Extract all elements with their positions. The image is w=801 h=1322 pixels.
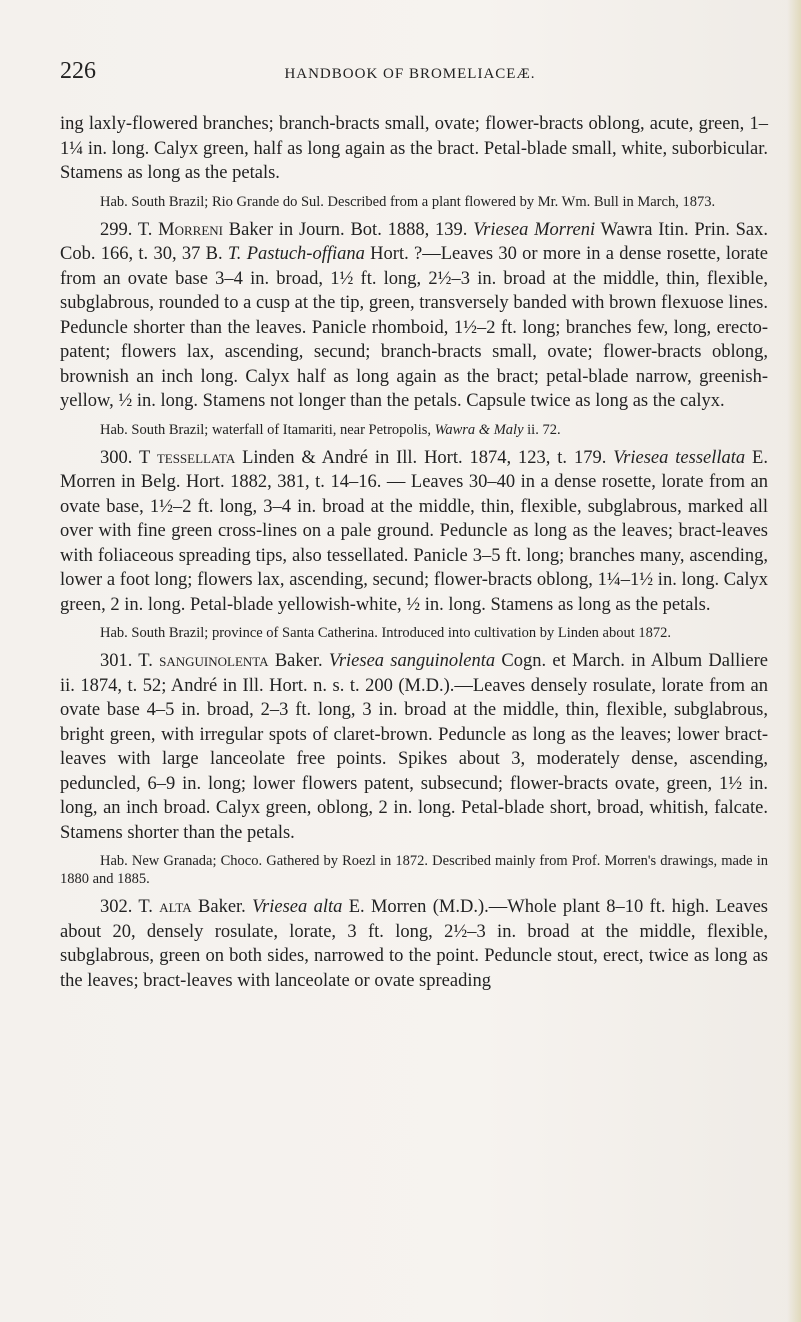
habitat-note-301: Hab. New Granada; Choco. Gathered by Roezl in 1872. Described mainly from Prof. Morren's drawings, made in 1880 and 1885. (60, 853, 768, 887)
entry-299-synonym-2: T. Pastuch-offiana (227, 244, 365, 264)
habitat-note-300: Hab. South Brazil; province of Santa Catherina. Introduced into cultivation by Linden about 1872. (100, 625, 672, 641)
habitat-note-299 (60, 421, 768, 439)
habitat-299-collectors: Wawra & Maly (434, 421, 524, 438)
habitat-299-ref: ii. 72. (523, 421, 561, 438)
entry-302-number: 302. T. (100, 897, 160, 917)
entry-302-authority: Baker. (191, 897, 253, 917)
page-number: 226 (60, 58, 96, 84)
page-content (60, 112, 768, 993)
entry-299-citation: Wawra Itin. Prin. Sax. Cob. 166, t. 30, 37 B. (60, 219, 768, 264)
entry-301-species: sanguinolenta (159, 651, 269, 671)
habitat-note-298: Hab. South Brazil; Rio Grande do Sul. Described from a plant flowered by Mr. Wm. Bull in March, 1873. (100, 193, 716, 210)
entry-299 (60, 218, 768, 414)
continued-paragraph: ing laxly-flowered branches; branch-bracts small, ovate; flower-bracts oblong, acute, green, 1–1¼ in. long. Calyx green, half as long again as the bract. Petal-blade small, white, suborbicular. Stamens as long as the petals. (60, 114, 768, 183)
entry-299-description: Hort. ?—Leaves 30 or more in a dense rosette, lorate from an ovate base 3–4 in. broad, 1½ ft. long, 2½–3 in. broad at the middle, thin, flexible, subglabrous, rounded to a cusp at the tip, green, transversely banded with brown flexuose lines. Peduncle shorter than the leaves. Panicle rhomboid, 1½–2 ft. long; branches few, long, erecto-patent; flowers lax, ascending, secund; branch-bracts small, ovate; flower-bracts oblong, brownish an inch long. Calyx half as long again as the bract; petal-blade narrow, greenish-yellow, ½ in. long. Stamens not longer than the petals. Capsule twice as long as the calyx. (60, 244, 769, 411)
entry-300-synonym: Vriesea tessellata (613, 447, 746, 468)
entry-300-description: E. Morren in Belg. Hort. 1882, 381, t. 14–16. — Leaves 30–40 in a dense rosette, lorate from an ovate base, 1½–2 ft. long, 3–4 in. broad at the middle, thin, flexible, subglabrous, marked all over with fine green cross-lines on a pale ground. Peduncle as long as the leaves; bract-leaves with foliaceous spreading tips, also tessellated. Panicle 3–5 ft. long; branches many, ascending, lower a foot long; flowers lax, ascending, secund; flower-bracts oblong, 1¼–1½ in. long. Calyx green, 2 in. long. Petal-blade yellowish-white, ½ in. long. Stamens as long as the petals. (60, 447, 768, 615)
entry-302-species: alta (159, 897, 192, 917)
entry-300-authority: Linden & André in Ill. Hort. 1874, 123, t. 179. (235, 447, 614, 468)
page-edge (787, 0, 801, 1322)
entry-301-authority: Baker. (268, 651, 329, 671)
entry-300-species: tessellata (156, 447, 236, 468)
entry-299-number: 299. T. (100, 219, 159, 240)
running-title: HANDBOOK OF BROMELIACEÆ. (284, 66, 536, 82)
entry-300 (60, 446, 768, 618)
entry-302-description: E. Morren (M.D.).—Whole plant 8–10 ft. high. Leaves about 20, densely rosulate, lorate, 3 ft. long, 2½–3 in. broad at the middle, flexible, subglabrous, green on both sides, narrowed to the point. Peduncle stout, erect, twice as long as the leaves; bract-leaves with lanceolate or ovate spreading (60, 897, 769, 991)
entry-301 (60, 649, 768, 845)
entry-299-authority: Baker in Journ. Bot. 1888, 139. (223, 219, 474, 240)
entry-300-number: 300. T (100, 447, 157, 468)
entry-301-description: Cogn. et March. in Album Dalliere ii. 1874, t. 52; André in Ill. Hort. n. s. t. 200 (M.D.).—Leaves densely rosulate, lorate from an ovate base 4–5 in. broad, 2–3 ft. long, 3 in. broad at the middle, thin, flexible, subglabrous, bright green, with irregular spots of claret-brown. Peduncle as long as the leaves; lower bract-leaves with large lanceolate free points. Spikes about 3, moderately dense, ascending, peduncled, 6–9 in. long; lower flowers patent, subsecund; flower-bracts ovate, green, 1½ in. long, an inch broad. Calyx green, oblong, 2 in. long. Petal-blade short, broad, whitish, falcate. Stamens shorter than the petals. (60, 651, 768, 843)
entry-299-species: Morreni (158, 219, 224, 240)
entry-299-synonym-1: Vriesea Morreni (473, 219, 596, 240)
entry-302-synonym: Vriesea alta (252, 897, 343, 917)
page-header (60, 58, 760, 88)
entry-301-synonym: Vriesea sanguinolenta (328, 651, 496, 671)
entry-302 (60, 895, 768, 993)
habitat-299-text: Hab. South Brazil; waterfall of Itamariti, near Petropolis, (100, 421, 435, 438)
entry-301-number: 301. T. (100, 651, 160, 671)
